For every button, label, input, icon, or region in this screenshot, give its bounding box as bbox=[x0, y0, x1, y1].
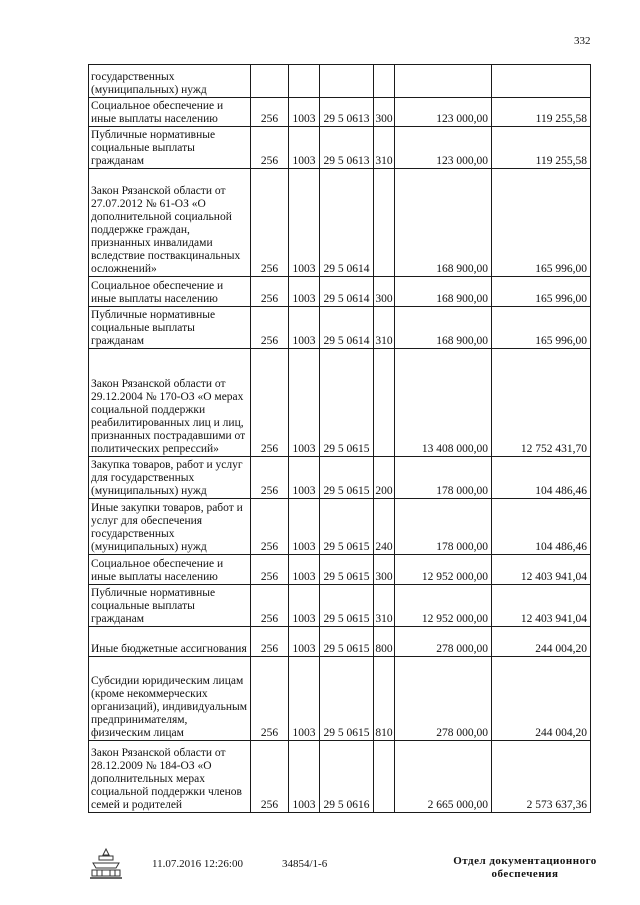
row-code-c2 bbox=[289, 65, 320, 98]
row-fact-amount bbox=[492, 65, 591, 98]
row-code-c1 bbox=[251, 65, 289, 98]
row-fact-amount: 12 403 941,04 bbox=[492, 555, 591, 585]
row-code-c3: 29 5 0615 bbox=[320, 457, 374, 499]
row-code-c4: 300 bbox=[374, 277, 395, 307]
table-row bbox=[89, 65, 591, 98]
table-row bbox=[89, 741, 591, 813]
row-code-c3: 29 5 0615 bbox=[320, 349, 374, 457]
row-fact-amount: 244 004,20 bbox=[492, 657, 591, 741]
row-plan-amount: 2 665 000,00 bbox=[395, 741, 492, 813]
row-code-c3: 29 5 0614 bbox=[320, 307, 374, 349]
row-fact-amount: 2 573 637,36 bbox=[492, 741, 591, 813]
table-row bbox=[89, 457, 591, 499]
row-code-c3 bbox=[320, 65, 374, 98]
row-code-c3: 29 5 0615 bbox=[320, 585, 374, 627]
row-code-c1: 256 bbox=[251, 457, 289, 499]
row-name: Публичные нормативные социальные выплаты гражданам bbox=[89, 307, 251, 349]
row-name: Иные бюджетные ассигнования bbox=[89, 627, 251, 657]
row-name: Социальное обеспечение и иные выплаты населению bbox=[89, 277, 251, 307]
row-code-c3: 29 5 0616 bbox=[320, 741, 374, 813]
row-code-c1: 256 bbox=[251, 127, 289, 169]
row-name: Субсидии юридическим лицам (кроме некоммерческих организаций), индивидуальным предпринимателям, физическим лицам bbox=[89, 657, 251, 741]
row-code-c1: 256 bbox=[251, 657, 289, 741]
row-name: Закон Рязанской области от 28.12.2009 № 184-ОЗ «О дополнительных мерах социальной поддержки членов семей и родителей bbox=[89, 741, 251, 813]
row-name: Публичные нормативные социальные выплаты гражданам bbox=[89, 585, 251, 627]
table-row bbox=[89, 627, 591, 657]
row-code-c4 bbox=[374, 349, 395, 457]
row-code-c3: 29 5 0614 bbox=[320, 169, 374, 277]
row-code-c4: 240 bbox=[374, 499, 395, 555]
table-row bbox=[89, 555, 591, 585]
row-code-c1: 256 bbox=[251, 585, 289, 627]
row-plan-amount: 168 900,00 bbox=[395, 307, 492, 349]
row-code-c1: 256 bbox=[251, 277, 289, 307]
row-fact-amount: 119 255,58 bbox=[492, 98, 591, 127]
row-code-c2: 1003 bbox=[289, 657, 320, 741]
row-fact-amount: 165 996,00 bbox=[492, 277, 591, 307]
row-plan-amount: 123 000,00 bbox=[395, 127, 492, 169]
row-name: Закон Рязанской области от 29.12.2004 № 170-ОЗ «О мерах социальной поддержки реабилитированных лиц и лиц, признанных пострадавшими от политических репрессий» bbox=[89, 349, 251, 457]
row-name: Публичные нормативные социальные выплаты гражданам bbox=[89, 127, 251, 169]
row-fact-amount: 165 996,00 bbox=[492, 169, 591, 277]
row-fact-amount: 12 403 941,04 bbox=[492, 585, 591, 627]
row-plan-amount: 168 900,00 bbox=[395, 277, 492, 307]
row-code-c2: 1003 bbox=[289, 277, 320, 307]
row-code-c2: 1003 bbox=[289, 741, 320, 813]
row-code-c1: 256 bbox=[251, 741, 289, 813]
row-code-c2: 1003 bbox=[289, 307, 320, 349]
table-row bbox=[89, 127, 591, 169]
duma-logo bbox=[88, 846, 124, 882]
row-code-c3: 29 5 0615 bbox=[320, 499, 374, 555]
row-fact-amount: 104 486,46 bbox=[492, 457, 591, 499]
row-name: Закон Рязанской области от 27.07.2012 № 61-ОЗ «О дополнительной социальной поддержке граждан, признанных инвалидами вследствие поствакцинальных осложнений» bbox=[89, 169, 251, 277]
row-plan-amount: 123 000,00 bbox=[395, 98, 492, 127]
row-code-c2: 1003 bbox=[289, 349, 320, 457]
footer-doc-number: 34854/1-6 bbox=[282, 858, 328, 870]
table-row bbox=[89, 349, 591, 457]
row-fact-amount: 12 752 431,70 bbox=[492, 349, 591, 457]
row-code-c2: 1003 bbox=[289, 555, 320, 585]
row-name: Иные закупки товаров, работ и услуг для обеспечения государственных (муниципальных) нужд bbox=[89, 499, 251, 555]
table-row bbox=[89, 98, 591, 127]
table-row bbox=[89, 169, 591, 277]
row-plan-amount: 178 000,00 bbox=[395, 499, 492, 555]
row-code-c1: 256 bbox=[251, 307, 289, 349]
row-plan-amount: 168 900,00 bbox=[395, 169, 492, 277]
row-code-c3: 29 5 0613 bbox=[320, 127, 374, 169]
page-number: 332 bbox=[574, 35, 591, 47]
row-name: Социальное обеспечение и иные выплаты населению bbox=[89, 98, 251, 127]
row-code-c4: 200 bbox=[374, 457, 395, 499]
row-code-c1: 256 bbox=[251, 169, 289, 277]
row-code-c4: 310 bbox=[374, 585, 395, 627]
row-name: Социальное обеспечение и иные выплаты населению bbox=[89, 555, 251, 585]
row-code-c1: 256 bbox=[251, 98, 289, 127]
row-plan-amount: 278 000,00 bbox=[395, 627, 492, 657]
row-code-c4: 310 bbox=[374, 127, 395, 169]
row-code-c3: 29 5 0614 bbox=[320, 277, 374, 307]
row-name: государственных (муниципальных) нужд bbox=[89, 65, 251, 98]
row-code-c4: 300 bbox=[374, 555, 395, 585]
row-code-c4: 300 bbox=[374, 98, 395, 127]
row-code-c2: 1003 bbox=[289, 127, 320, 169]
row-fact-amount: 104 486,46 bbox=[492, 499, 591, 555]
row-code-c4 bbox=[374, 741, 395, 813]
row-fact-amount: 119 255,58 bbox=[492, 127, 591, 169]
row-code-c3: 29 5 0613 bbox=[320, 98, 374, 127]
row-code-c3: 29 5 0615 bbox=[320, 657, 374, 741]
department-line-2: обеспечения bbox=[491, 868, 559, 880]
row-name: Закупка товаров, работ и услуг для государственных (муниципальных) нужд bbox=[89, 457, 251, 499]
row-code-c2: 1003 bbox=[289, 499, 320, 555]
row-fact-amount: 165 996,00 bbox=[492, 307, 591, 349]
row-code-c4: 310 bbox=[374, 307, 395, 349]
row-fact-amount: 244 004,20 bbox=[492, 627, 591, 657]
row-code-c1: 256 bbox=[251, 349, 289, 457]
budget-table-body bbox=[89, 65, 591, 813]
row-code-c2: 1003 bbox=[289, 457, 320, 499]
row-code-c2: 1003 bbox=[289, 585, 320, 627]
row-code-c2: 1003 bbox=[289, 169, 320, 277]
row-code-c2: 1003 bbox=[289, 98, 320, 127]
row-plan-amount: 13 408 000,00 bbox=[395, 349, 492, 457]
department-stamp bbox=[440, 855, 610, 881]
row-code-c3: 29 5 0615 bbox=[320, 555, 374, 585]
footer-datetime: 11.07.2016 12:26:00 bbox=[152, 858, 243, 870]
row-plan-amount: 12 952 000,00 bbox=[395, 585, 492, 627]
table-row bbox=[89, 277, 591, 307]
table-row bbox=[89, 657, 591, 741]
row-plan-amount: 278 000,00 bbox=[395, 657, 492, 741]
table-row bbox=[89, 585, 591, 627]
department-line-1: Отдел документационного bbox=[453, 855, 597, 867]
row-code-c4: 800 bbox=[374, 627, 395, 657]
row-code-c1: 256 bbox=[251, 555, 289, 585]
budget-table bbox=[88, 64, 591, 813]
row-code-c4: 810 bbox=[374, 657, 395, 741]
row-plan-amount: 12 952 000,00 bbox=[395, 555, 492, 585]
row-code-c1: 256 bbox=[251, 627, 289, 657]
table-row bbox=[89, 307, 591, 349]
row-code-c1: 256 bbox=[251, 499, 289, 555]
row-code-c4 bbox=[374, 169, 395, 277]
row-plan-amount: 178 000,00 bbox=[395, 457, 492, 499]
row-code-c4 bbox=[374, 65, 395, 98]
table-row bbox=[89, 499, 591, 555]
row-code-c2: 1003 bbox=[289, 627, 320, 657]
row-code-c3: 29 5 0615 bbox=[320, 627, 374, 657]
row-plan-amount bbox=[395, 65, 492, 98]
